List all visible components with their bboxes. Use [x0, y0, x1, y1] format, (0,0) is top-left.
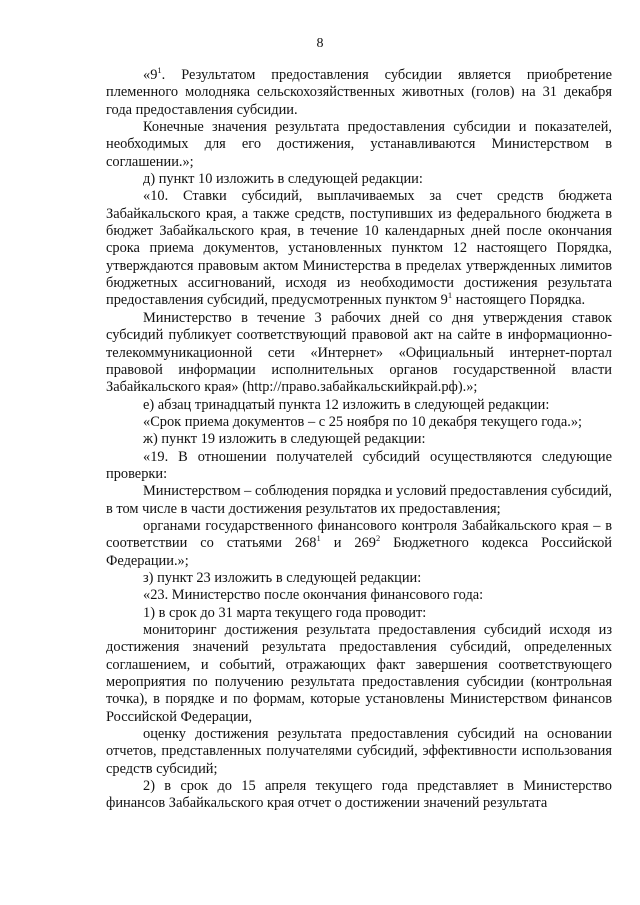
paragraph-financial-control: органами государственного финансового контроля Забайкальского края – в соответствии со статьями $268^1$ и $269^2$ Бюджетного кодекса Российской Федерации.»; [106, 517, 612, 569]
paragraph-10: «10. Ставки субсидий, выплачиваемых за счет средств бюджета Забайкальского края, а также средств, поступивших из федерального бюджета в бюджет Забайкальского края, в течение 10 календарных дней после окончания срока приема документов, установленных пунктом 12 настоящего Порядка, утверждаются правовым актом Министерства в пределах утвержденных лимитов бюджетных ассигнований, исходя из необходимости достижения результата предоставления субсидий, предусмотренных пунктом $9^1$ настоящего Порядка. [106, 188, 612, 309]
paragraph-9-1: «$9^1$. Результатом предоставления субсидии является приобретение племенного молодняка сельскохозяйственных животных (голов) на 31 декабря года предоставления субсидии. [106, 65, 612, 118]
paragraph-amend-z: з) пункт 23 изложить в следующей редакции: [143, 569, 422, 586]
paragraph-final-values: Конечные значения результата предоставления субсидии и показателей, необходимых для его достижения, устанавливаются Министерством в соглашении.»; [106, 119, 612, 170]
paragraph-monitoring: мониторинг достижения результата предоставления субсидий исходя из достижения значений результата предоставления субсидий, определенных соглашением, и событий, отражающих факт завершения соответствующего мероприятия по получению результата предоставления субсидии (контрольная точка), в порядке и по формам, которые установлены Министерством финансов Российской Федерации, [106, 622, 612, 725]
page-number: 8 [316, 36, 324, 51]
paragraph-deadline: «Срок приема документов – с 25 ноября по 10 декабря текущего года.»; [143, 413, 583, 430]
paragraph-item-2: 2) в срок до 15 апреля текущего года представляет в Министерство финансов Забайкальского края отчет о достижении значений результата [106, 778, 612, 812]
paragraph-publication: Министерство в течение 3 рабочих дней со дня утверждения ставок субсидий публикует соответствующий правовой акт на сайте в информационно-телекоммуникационной сети «Интернет» «Официальный интернет-портал правовой информации исполнительных органов государственной власти Забайкальского края» (http://право.забайкальскийкрай.рф).»; [106, 309, 612, 396]
paragraph-amend-zh: ж) пункт 19 изложить в следующей редакции: [143, 431, 426, 448]
paragraph-amend-e: е) абзац тринадцатый пункта 12 изложить в следующей редакции: [143, 396, 550, 413]
paragraph-19: «19. В отношении получателей субсидий осуществляются следующие проверки: [106, 448, 612, 482]
paragraph-amend-d: д) пункт 10 изложить в следующей редакции: [143, 171, 423, 188]
paragraph-ministry-check: Министерством – соблюдения порядка и условий предоставления субсидий, в том числе в части достижения результатов их предоставления; [106, 483, 612, 517]
paragraph-item-1: 1) в срок до 31 марта текущего года проводит: [143, 604, 427, 621]
document-body [106, 67, 612, 813]
paragraph-assessment: оценку достижения результата предоставления субсидий на основании отчетов, представленных получателями субсидий, эффективности использования средств субсидий; [106, 726, 612, 777]
paragraph-23: «23. Министерство после окончания финансового года: [143, 587, 484, 604]
